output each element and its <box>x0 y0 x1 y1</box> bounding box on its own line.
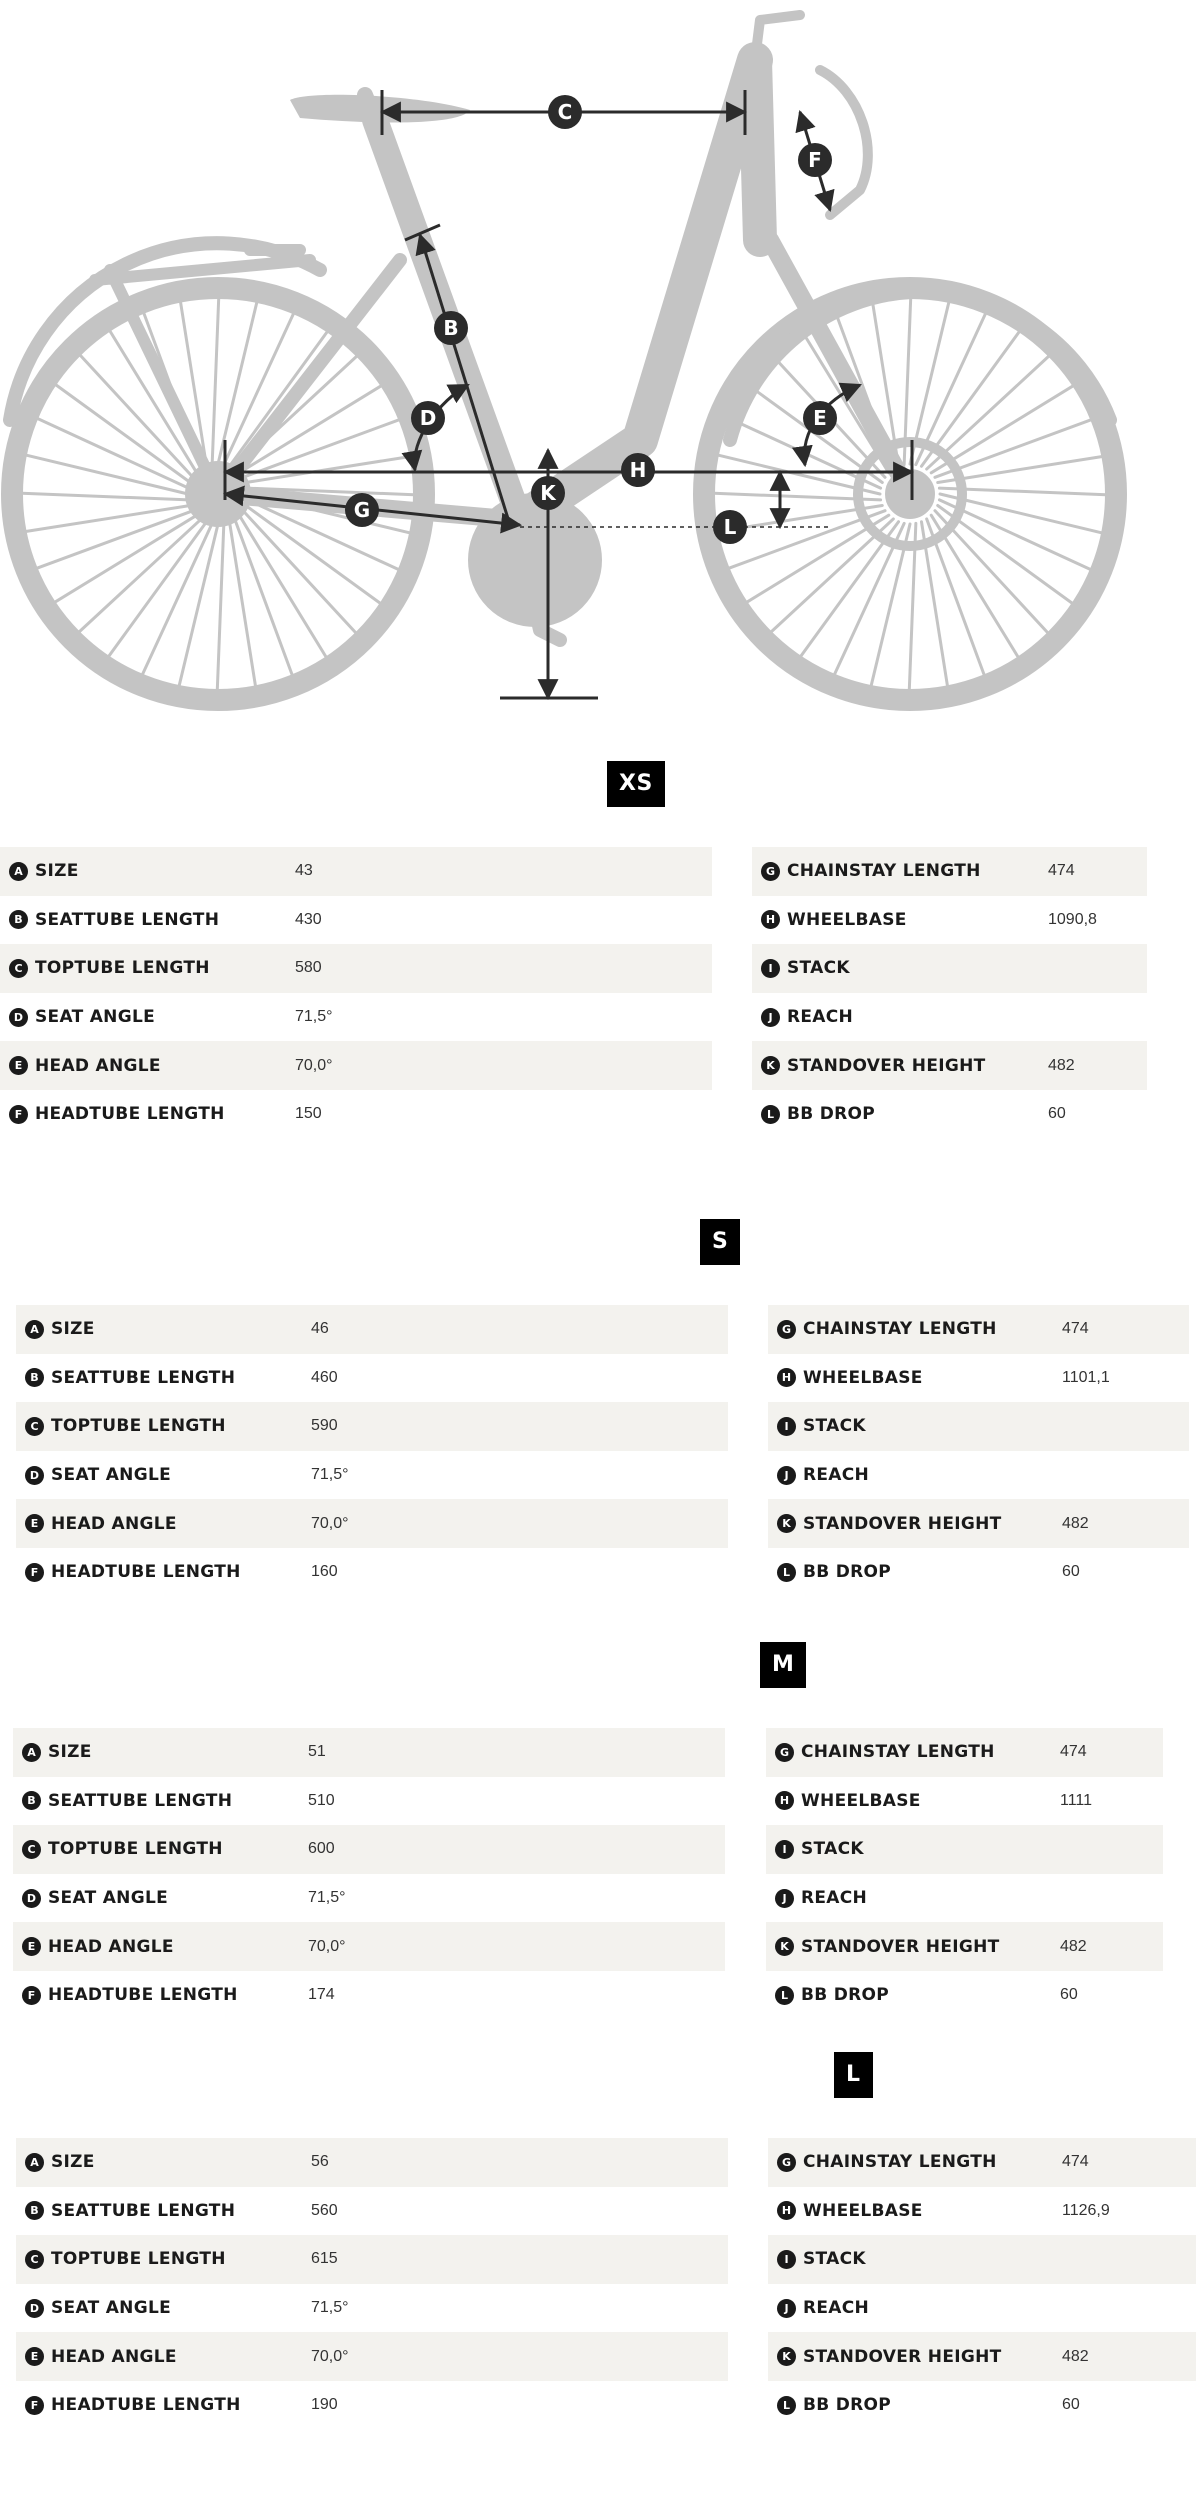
row-badge: E <box>25 1514 44 1533</box>
marker-c: C <box>557 100 573 124</box>
row-badge: E <box>22 1937 41 1956</box>
row-value: 56 <box>311 2153 329 2171</box>
row-value: 70,0° <box>308 1937 346 1955</box>
geometry-row-wheelbase <box>768 1354 1189 1403</box>
row-label: SEATTUBE LENGTH <box>51 1367 236 1388</box>
row-value: 43 <box>295 862 313 880</box>
geometry-row-chainstay-length <box>766 1728 1163 1777</box>
row-value: 430 <box>295 910 322 928</box>
row-value: 71,5° <box>311 2299 349 2317</box>
row-value: 560 <box>311 2201 338 2219</box>
row-value: 60 <box>1060 1986 1078 2004</box>
size-label-m: M <box>760 1642 806 1688</box>
row-label: CHAINSTAY LENGTH <box>803 2152 997 2173</box>
row-label: SIZE <box>48 1742 92 1763</box>
row-value: 71,5° <box>295 1008 333 1026</box>
geometry-row-stack <box>768 2235 1196 2284</box>
spoke <box>939 500 1090 570</box>
spoke <box>718 455 880 494</box>
spoke <box>26 505 191 531</box>
saddle <box>290 95 470 123</box>
spoke <box>235 519 293 675</box>
row-value: 60 <box>1062 2396 1080 2414</box>
geometry-row-wheelbase <box>768 2187 1196 2236</box>
row-label: HEAD ANGLE <box>51 1513 177 1534</box>
row-value: 71,5° <box>308 1889 346 1907</box>
geometry-row-bb-drop <box>768 2381 1196 2430</box>
row-badge: G <box>775 1743 794 1762</box>
row-badge: D <box>25 2299 44 2318</box>
marker-h: H <box>629 458 647 482</box>
geometry-row-bb-drop <box>752 1090 1147 1139</box>
row-value: 160 <box>311 1563 338 1581</box>
row-badge: G <box>761 862 780 881</box>
row-badge: K <box>777 1514 796 1533</box>
row-label: SIZE <box>51 2152 95 2173</box>
spoke <box>218 302 257 464</box>
row-badge: B <box>22 1791 41 1810</box>
row-value: 482 <box>1062 1514 1089 1532</box>
row-badge: C <box>25 2250 44 2269</box>
geometry-row-toptube-length <box>0 944 712 993</box>
row-badge: I <box>777 1417 796 1436</box>
row-badge: D <box>25 1466 44 1485</box>
row-value: 70,0° <box>295 1056 333 1074</box>
marker-d: D <box>419 406 437 430</box>
row-badge: L <box>775 1986 794 2005</box>
row-badge: I <box>775 1840 794 1859</box>
row-badge: C <box>25 1417 44 1436</box>
row-value: 60 <box>1048 1105 1066 1123</box>
spoke <box>246 456 411 482</box>
geometry-row-standover-height <box>768 1499 1189 1548</box>
row-value: 510 <box>308 1791 335 1809</box>
geometry-table-xs-left <box>0 847 712 1139</box>
row-badge: E <box>25 2347 44 2366</box>
row-badge: C <box>22 1840 41 1859</box>
row-label: HEAD ANGLE <box>35 1055 161 1076</box>
row-value: 460 <box>311 1368 338 1386</box>
row-badge: H <box>775 1791 794 1810</box>
row-label: CHAINSTAY LENGTH <box>787 861 981 882</box>
row-value: 474 <box>1062 2153 1089 2171</box>
geometry-row-toptube-length <box>16 2235 728 2284</box>
geometry-table-xs-right <box>752 847 1147 1139</box>
row-badge: F <box>25 2396 44 2415</box>
spoke <box>37 418 188 488</box>
size-label-l: L <box>834 2052 873 2098</box>
spoke <box>910 302 949 464</box>
row-label: WHEELBASE <box>803 1367 923 1388</box>
marker-f: F <box>808 148 822 172</box>
row-badge: F <box>22 1986 41 2005</box>
geometry-table-l-right <box>768 2138 1196 2430</box>
spoke <box>938 456 1103 482</box>
row-label: SEAT ANGLE <box>51 2298 171 2319</box>
geometry-row-seattube-length <box>13 1777 725 1826</box>
row-value: 474 <box>1060 1743 1087 1761</box>
geometry-row-seat-angle <box>13 1874 725 1923</box>
geometry-row-toptube-length <box>13 1825 725 1874</box>
row-label: STANDOVER HEIGHT <box>787 1055 986 1076</box>
row-badge: L <box>777 2396 796 2415</box>
row-badge: A <box>22 1743 41 1762</box>
spoke <box>212 298 219 465</box>
row-badge: E <box>9 1056 28 1075</box>
row-label: STACK <box>787 958 850 979</box>
geometry-row-reach <box>766 1874 1163 1923</box>
geometry-row-standover-height <box>752 1041 1147 1090</box>
row-badge: D <box>9 1008 28 1027</box>
geometry-row-headtube-length <box>0 1090 712 1139</box>
row-value: 70,0° <box>311 2347 349 2365</box>
row-label: STACK <box>803 1416 866 1437</box>
geometry-row-size <box>16 2138 728 2187</box>
spoke <box>927 519 985 675</box>
spoke <box>142 523 212 674</box>
geometry-row-seat-angle <box>16 1451 728 1500</box>
row-value: 1111 <box>1060 1791 1093 1809</box>
row-badge: F <box>9 1105 28 1124</box>
spoke <box>871 524 910 686</box>
spoke <box>217 523 224 690</box>
row-badge: J <box>777 2299 796 2318</box>
row-label: CHAINSTAY LENGTH <box>803 1319 997 1340</box>
geometry-table-s-right <box>768 1305 1189 1597</box>
row-badge: A <box>25 2153 44 2172</box>
spoke <box>921 522 947 687</box>
head-tube <box>755 60 760 240</box>
row-label: STANDOVER HEIGHT <box>801 1936 1000 1957</box>
row-label: REACH <box>787 1007 854 1028</box>
row-value: 51 <box>308 1743 326 1761</box>
row-label: SEATTUBE LENGTH <box>48 1790 233 1811</box>
row-label: STANDOVER HEIGHT <box>803 1513 1002 1534</box>
row-value: 600 <box>308 1840 335 1858</box>
geometry-row-headtube-length <box>16 1548 728 1597</box>
row-badge: I <box>777 2250 796 2269</box>
row-label: SIZE <box>51 1319 95 1340</box>
row-badge: A <box>25 1320 44 1339</box>
geometry-row-seattube-length <box>16 1354 728 1403</box>
row-label: HEADTUBE LENGTH <box>35 1104 225 1125</box>
row-badge: L <box>761 1105 780 1124</box>
row-badge: H <box>761 910 780 929</box>
geometry-row-seattube-length <box>0 896 712 945</box>
row-label: STACK <box>803 2249 866 2270</box>
row-label: SEAT ANGLE <box>35 1007 155 1028</box>
row-label: REACH <box>801 1888 868 1909</box>
row-badge: K <box>775 1937 794 1956</box>
geometry-row-bb-drop <box>766 1971 1163 2020</box>
row-label: HEAD ANGLE <box>51 2346 177 2367</box>
row-value: 1101,1 <box>1062 1368 1110 1386</box>
size-label-s: S <box>700 1219 740 1265</box>
row-label: REACH <box>803 2298 870 2319</box>
row-badge: H <box>777 1368 796 1387</box>
row-badge: G <box>777 1320 796 1339</box>
geometry-row-stack <box>752 944 1147 993</box>
row-label: TOPTUBE LENGTH <box>48 1839 223 1860</box>
spoke <box>229 522 255 687</box>
row-label: TOPTUBE LENGTH <box>51 1416 226 1437</box>
spoke <box>179 524 218 686</box>
row-label: HEADTUBE LENGTH <box>48 1985 238 2006</box>
geometry-row-wheelbase <box>752 896 1147 945</box>
row-badge: I <box>761 959 780 978</box>
spoke <box>940 494 1102 533</box>
spoke <box>37 511 193 569</box>
geometry-table-l-left <box>16 2138 728 2430</box>
row-value: 174 <box>308 1986 335 2004</box>
row-badge: C <box>9 959 28 978</box>
row-label: REACH <box>803 1465 870 1486</box>
row-label: WHEELBASE <box>803 2200 923 2221</box>
geometry-row-headtube-length <box>16 2381 728 2430</box>
geometry-row-reach <box>768 1451 1189 1500</box>
geometry-row-chainstay-length <box>768 2138 1196 2187</box>
row-label: BB DROP <box>803 1562 892 1583</box>
geometry-row-standover-height <box>766 1922 1163 1971</box>
row-badge: K <box>761 1056 780 1075</box>
row-label: SIZE <box>35 861 79 882</box>
row-label: SEATTUBE LENGTH <box>35 909 220 930</box>
row-badge: A <box>9 862 28 881</box>
row-label: HEAD ANGLE <box>48 1936 174 1957</box>
spoke <box>26 455 188 494</box>
geometry-row-head-angle <box>16 2332 728 2381</box>
spoke <box>935 420 1091 478</box>
row-value: 482 <box>1060 1937 1087 1955</box>
spoke <box>916 313 986 464</box>
geometry-row-bb-drop <box>768 1548 1189 1597</box>
geometry-row-standover-height <box>768 2332 1196 2381</box>
geometry-row-wheelbase <box>766 1777 1163 1826</box>
geometry-table-m-right <box>766 1728 1163 2020</box>
row-value: 46 <box>311 1320 329 1338</box>
row-value: 1090,8 <box>1048 910 1097 928</box>
row-value: 71,5° <box>311 1466 349 1484</box>
geometry-row-head-angle <box>13 1922 725 1971</box>
geometry-row-headtube-length <box>13 1971 725 2020</box>
row-badge: J <box>775 1889 794 1908</box>
marker-b: B <box>443 316 459 340</box>
row-value: 190 <box>311 2396 338 2414</box>
row-value: 1126,9 <box>1062 2201 1110 2219</box>
row-badge: K <box>777 2347 796 2366</box>
row-badge: G <box>777 2153 796 2172</box>
geometry-row-chainstay-length <box>768 1305 1189 1354</box>
row-value: 615 <box>311 2250 338 2268</box>
geometry-row-seat-angle <box>16 2284 728 2333</box>
row-value: 482 <box>1048 1056 1075 1074</box>
row-badge: B <box>25 2201 44 2220</box>
geometry-table-m-left <box>13 1728 725 2020</box>
geometry-table-s-left <box>16 1305 728 1597</box>
row-label: STANDOVER HEIGHT <box>803 2346 1002 2367</box>
row-label: BB DROP <box>787 1104 876 1125</box>
geometry-row-seattube-length <box>16 2187 728 2236</box>
marker-g: G <box>353 498 371 522</box>
geometry-row-head-angle <box>16 1499 728 1548</box>
geometry-row-size <box>16 1305 728 1354</box>
row-label: HEADTUBE LENGTH <box>51 2395 241 2416</box>
marker-e: E <box>813 406 827 430</box>
row-label: HEADTUBE LENGTH <box>51 1562 241 1583</box>
spoke <box>834 523 904 674</box>
row-label: BB DROP <box>801 1985 890 2006</box>
geometry-row-stack <box>766 1825 1163 1874</box>
marker-l: L <box>723 515 737 539</box>
row-label: SEAT ANGLE <box>51 1465 171 1486</box>
row-label: WHEELBASE <box>787 909 907 930</box>
row-badge: B <box>9 910 28 929</box>
row-value: 580 <box>295 959 322 977</box>
size-label-xs: XS <box>607 761 665 807</box>
row-label: STACK <box>801 1839 864 1860</box>
row-label: CHAINSTAY LENGTH <box>801 1742 995 1763</box>
marker-k: K <box>540 481 556 505</box>
row-badge: B <box>25 1368 44 1387</box>
row-label: SEATTUBE LENGTH <box>51 2200 236 2221</box>
row-value: 482 <box>1062 2347 1089 2365</box>
row-badge: J <box>777 1466 796 1485</box>
geometry-row-reach <box>752 993 1147 1042</box>
geometry-row-reach <box>768 2284 1196 2333</box>
row-value: 150 <box>295 1105 322 1123</box>
geometry-row-chainstay-length <box>752 847 1147 896</box>
spoke <box>729 511 885 569</box>
row-value: 474 <box>1048 862 1075 880</box>
geometry-row-head-angle <box>0 1041 712 1090</box>
row-badge: H <box>777 2201 796 2220</box>
row-label: WHEELBASE <box>801 1790 921 1811</box>
geometry-row-size <box>0 847 712 896</box>
geometry-row-size <box>13 1728 725 1777</box>
row-label: BB DROP <box>803 2395 892 2416</box>
row-badge: J <box>761 1008 780 1027</box>
spoke <box>22 493 189 500</box>
row-value: 590 <box>311 1417 338 1435</box>
row-value: 70,0° <box>311 1514 349 1532</box>
row-label: TOPTUBE LENGTH <box>35 958 210 979</box>
row-badge: F <box>25 1563 44 1582</box>
row-badge: D <box>22 1889 41 1908</box>
row-label: SEAT ANGLE <box>48 1888 168 1909</box>
geometry-row-seat-angle <box>0 993 712 1042</box>
row-label: TOPTUBE LENGTH <box>51 2249 226 2270</box>
geometry-row-stack <box>768 1402 1189 1451</box>
row-value: 474 <box>1062 1320 1089 1338</box>
row-badge: L <box>777 1563 796 1582</box>
geometry-row-toptube-length <box>16 1402 728 1451</box>
row-value: 60 <box>1062 1563 1080 1581</box>
bike-geometry-diagram <box>0 0 1200 720</box>
